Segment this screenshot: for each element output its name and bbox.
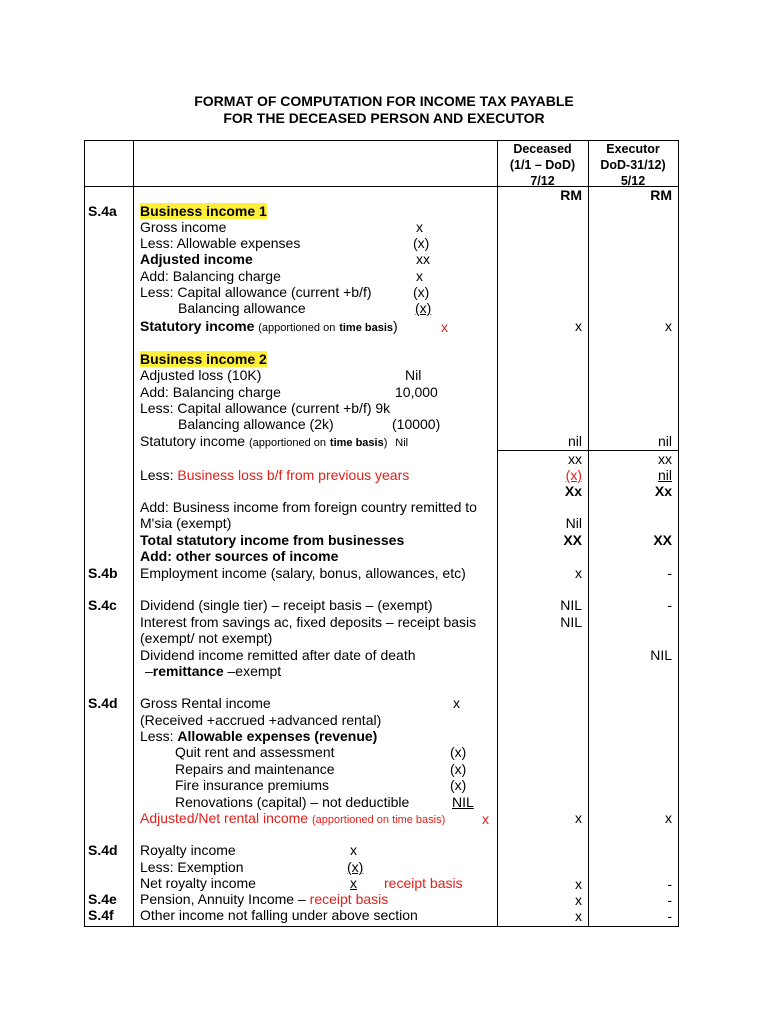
line-value: (x) [450,777,467,793]
deceased-amount: Xx [564,483,582,499]
line-label: Quit rent and assessment [175,744,335,760]
line-value: 10,000 [395,384,438,400]
label-part: (apportioned on [248,437,327,449]
label-part: –exempt [227,663,282,679]
line-label: Less: Capital allowance (current +b/f) [140,284,372,300]
deceased-amount: x [575,908,582,924]
label-part: Business loss b/f from previous years [177,467,410,483]
statutory-income-2 [140,433,408,451]
line-label: Gross Rental income [140,695,271,711]
label-part: remittance [152,663,224,679]
title-line-1: FORMAT OF COMPUTATION FOR INCOME TAX PAYABLE [194,93,574,109]
business-income-2-heading: Business income 2 [140,351,267,367]
line-label: Less: Exemption [140,859,244,875]
executor-amount: nil [657,433,672,449]
label-part: Less: [140,728,174,744]
line-value: (x) [413,284,430,300]
deceased-amount: XX [563,532,582,548]
executor-header-line-2: DoD-31/12) [600,158,666,172]
line-value: x [416,219,423,235]
line-value: NIL [452,794,474,810]
line-label: (exempt/ not exempt) [140,630,273,646]
line-label: Less: Allowable expenses [140,235,301,251]
line-label: Add: Balancing charge [140,384,281,400]
label-part: Statutory income [140,318,255,334]
executor-amount: - [667,597,672,613]
executor-amount: XX [653,532,672,548]
title-line-2: FOR THE DECEASED PERSON AND EXECUTOR [223,110,545,126]
business-loss-line [140,467,409,483]
line-label: Other income not falling under above section [140,907,418,923]
line-label: Balancing allowance [178,300,306,316]
deceased-header-line-3: 7/12 [530,174,555,188]
executor-amount: x [665,318,672,334]
deceased-amount: (x) [565,467,582,483]
label-part: Less: [140,467,174,483]
allowable-expenses-line [140,728,377,744]
line-value: Nil [405,367,422,383]
executor-currency: RM [650,187,672,203]
line-value: x [441,319,448,335]
line-label: Dividend (single tier) – receipt basis – (exempt) [140,597,433,613]
line-label: Adjusted income [140,251,253,267]
executor-amount: - [667,908,672,924]
label-part: time basis [329,437,384,449]
section-code: S.4d [88,695,118,711]
line-value: (x) [347,859,364,875]
table-right-border [678,140,679,927]
section-code: S.4f [88,907,114,923]
line-value: (x) [413,235,430,251]
label-part: – [145,663,153,679]
deceased-amount: x [575,565,582,581]
deceased-amount: xx [568,451,582,467]
line-label: (Received +accrued +advanced rental) [140,712,382,728]
deceased-header [497,141,588,189]
line-value: (x) [415,300,432,316]
deceased-amount: NIL [560,597,582,613]
label-part: time basis [339,322,394,334]
line-label: Net royalty income [140,875,256,891]
section-code: S.4b [88,565,118,581]
label-part: receipt basis [309,891,389,907]
line-value: x [453,695,460,711]
deceased-amount: x [575,876,582,892]
table-bottom-border [84,926,679,927]
executor-header-line-1: Executor [606,142,660,156]
line-label: Total statutory income from businesses [140,532,405,548]
line-label: Less: Capital allowance (current +b/f) 9k [140,400,391,416]
label-part: Pension, Annuity Income – [140,891,306,907]
line-label: Dividend income remitted after date of death [140,647,416,663]
line-label: Balancing allowance (2k) [178,416,334,432]
executor-amount: xx [658,451,672,467]
line-value: (x) [450,744,467,760]
executor-header-line-3: 5/12 [620,174,646,188]
line-label: Add: Balancing charge [140,268,281,284]
line-value: xx [416,251,430,267]
line-label: M'sia (exempt) [140,515,232,531]
table-left-border [84,140,85,927]
line-label: Interest from savings ac, fixed deposits – receipt basis [140,614,477,630]
line-label: Royalty income [140,842,236,858]
executor-amount: - [667,565,672,581]
deceased-header-line-1: Deceased [513,142,572,156]
deceased-amount: nil [567,433,582,449]
line-label: Renovations (capital) – not deductible [175,794,410,810]
statutory-income-1 [140,318,398,336]
deceased-amount: NIL [560,614,582,630]
executor-amount: nil [657,467,672,483]
section-code: S.4e [88,891,117,907]
label-part: Allowable expenses (revenue) [177,728,378,744]
deceased-currency: RM [560,187,582,203]
line-value: x [482,811,489,827]
line-value: (x) [450,761,467,777]
label-part: Nil [395,437,409,449]
line-value: x [350,842,357,858]
section-code: S.4c [88,597,117,613]
line-value: x [350,875,357,891]
executor-amount: NIL [650,647,672,663]
business-income-1-heading: Business income 1 [140,203,267,219]
executor-amount: Xx [654,483,672,499]
deceased-header-line-2: (1/1 – DoD) [509,158,576,172]
line-value: x [416,268,423,284]
section-code: S.4a [88,203,117,219]
line-label: Employment income (salary, bonus, allowances, etc) [140,565,466,581]
net-rental-income [140,810,445,828]
deceased-amount: x [575,318,582,334]
line-value: (10000) [392,416,441,432]
label-part: ) [393,318,398,334]
executor-amount: - [667,876,672,892]
label-part: Statutory income [140,433,246,449]
label-part: (apportioned on time basis) [311,814,446,826]
label-part: Adjusted/Net rental income [140,810,309,826]
section-code: S.4d [88,842,118,858]
line-label: Add: other sources of income [140,548,339,564]
deceased-amount: x [575,810,582,826]
remittance-line [145,663,281,679]
line-label: Repairs and maintenance [175,761,335,777]
label-part: ) [383,437,388,449]
deceased-amount: x [575,892,582,908]
section-column-border [133,140,134,927]
pension-line [140,891,388,907]
line-label: Add: Business income from foreign country remitted to [140,499,477,515]
executor-header [588,141,678,189]
executor-amount: - [667,892,672,908]
line-note: receipt basis [384,875,463,891]
line-label: Adjusted loss (10K) [140,367,262,383]
executor-amount: x [665,810,672,826]
deceased-amount: Nil [565,515,582,531]
line-label: Fire insurance premiums [175,777,330,793]
line-label: Gross income [140,219,227,235]
label-part: (apportioned on [258,322,336,334]
